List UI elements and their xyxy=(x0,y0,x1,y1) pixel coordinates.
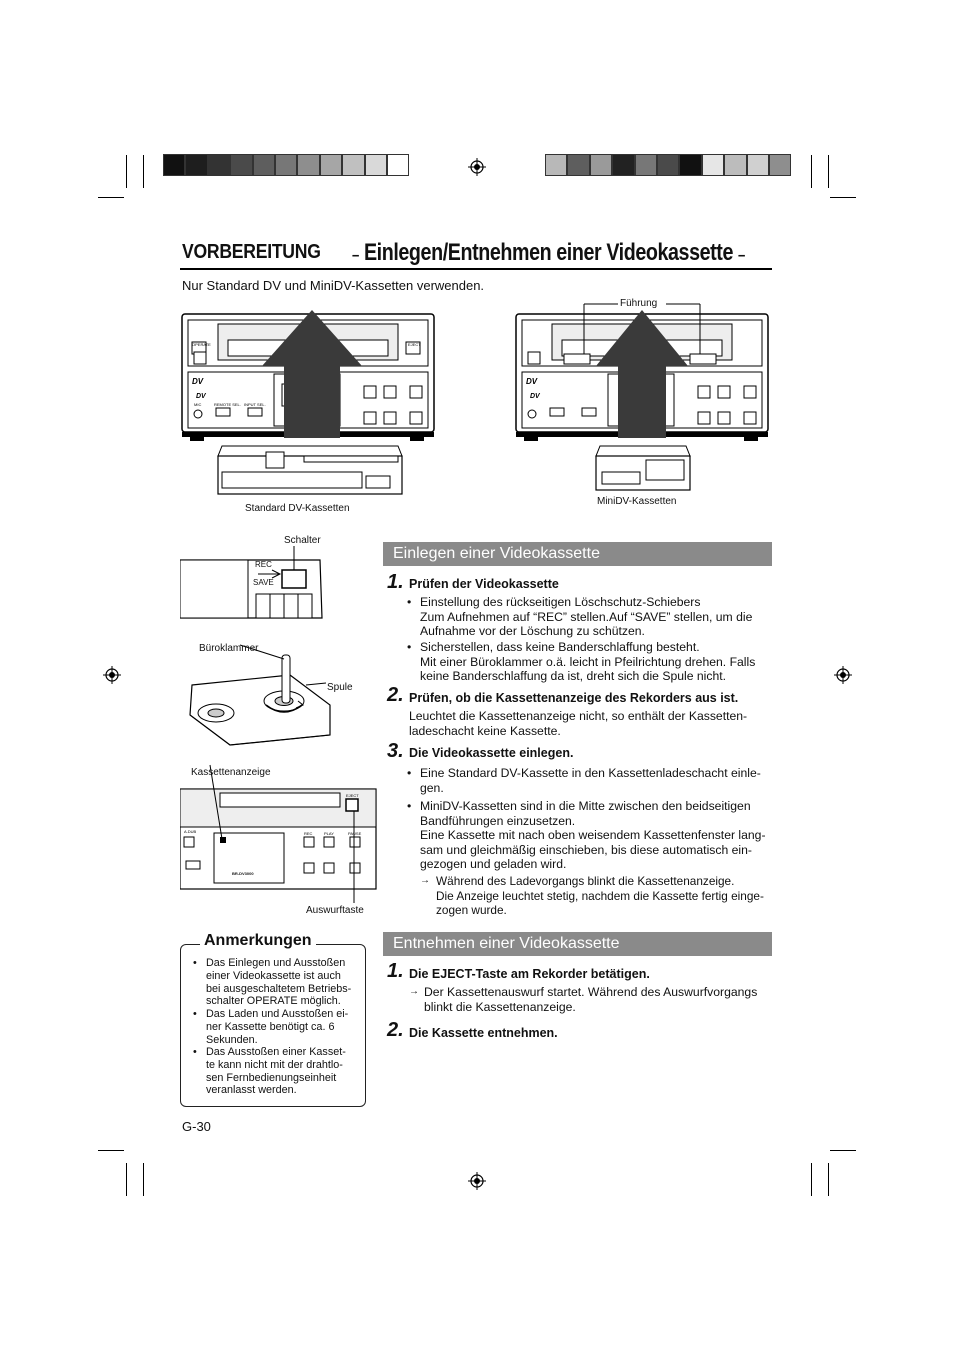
caption-eject-button: Auswurftaste xyxy=(306,905,364,916)
section-label: VORBEREITUNG xyxy=(182,241,321,263)
standard-dv-cassette xyxy=(218,446,402,494)
caption-rec: REC xyxy=(255,560,272,569)
caption-model: BR-DV3000 xyxy=(232,871,254,876)
color-swatch xyxy=(657,154,679,176)
svg-text:A.DUB: A.DUB xyxy=(184,829,197,834)
caption-switch: Schalter xyxy=(284,535,321,546)
step-number: 1. xyxy=(387,571,404,593)
step-title: Prüfen der Videokassette xyxy=(409,577,559,591)
color-swatch xyxy=(545,154,567,176)
registration-mark-icon xyxy=(103,666,121,684)
section-heading-eject: Entnehmen einer Videokassette xyxy=(383,932,772,956)
svg-text:EJECT: EJECT xyxy=(408,342,421,347)
note-item: Das Ausstoßen einer Kasset- te kann nicht mit der drahtlo- sen Fernbedienungseinheit veranlasst werden. xyxy=(206,1046,346,1097)
caption-paperclip: Büroklammer xyxy=(199,643,259,654)
color-swatch xyxy=(590,154,612,176)
step-text: Eine Standard DV-Kassette in den Kassettenladeschacht einle- gen. xyxy=(420,766,761,795)
intro-text: Nur Standard DV und MiniDV-Kassetten verwenden. xyxy=(182,278,485,293)
svg-text:EJECT: EJECT xyxy=(346,793,359,798)
arrow-icon: → xyxy=(409,986,419,997)
color-swatch xyxy=(230,154,252,176)
svg-text:DV: DV xyxy=(196,393,206,400)
page-number: G-30 xyxy=(182,1119,211,1134)
bullet: • xyxy=(407,799,412,813)
step-text: Einstellung des rückseitigen Löschschutz-Schiebers Zum Aufnehmen auf “REC” stellen.Auf “SAVE” stellen, um die Aufnahme vor der Löschung zu schützen. xyxy=(420,595,753,639)
color-swatch xyxy=(635,154,657,176)
svg-text:OPERATE: OPERATE xyxy=(192,342,211,347)
minidv-cassette xyxy=(596,446,690,490)
color-swatch xyxy=(702,154,724,176)
step-number: 2. xyxy=(387,684,404,706)
color-swatch xyxy=(769,154,791,176)
caption-reel: Spule xyxy=(327,682,353,693)
registration-mark-icon xyxy=(468,158,486,176)
caption-save: SAVE xyxy=(253,578,274,587)
cassette-detail-illustrations xyxy=(180,540,380,920)
color-swatch xyxy=(253,154,275,176)
erase-protect-switch xyxy=(180,546,322,618)
caption-mini-cassette: MiniDV-Kassetten xyxy=(597,496,677,507)
color-swatch xyxy=(297,154,319,176)
title-underline xyxy=(180,268,772,270)
arrow-icon: → xyxy=(420,875,430,886)
svg-text:PAUSE: PAUSE xyxy=(348,831,362,836)
note-item: Das Einlegen und Ausstoßen einer Videokassette ist auch bei ausgeschaltetem Betriebs- schalter OPERATE möglich. xyxy=(206,957,352,1008)
color-swatch xyxy=(163,154,185,176)
bullet: • xyxy=(193,1008,197,1020)
bullet: • xyxy=(407,766,412,780)
step-number: 1. xyxy=(387,960,404,982)
registration-mark-icon xyxy=(834,666,852,684)
front-panel-detail xyxy=(180,765,376,903)
color-swatch xyxy=(679,154,701,176)
svg-text:REC: REC xyxy=(304,831,313,836)
svg-text:DV: DV xyxy=(530,393,540,400)
color-swatch xyxy=(365,154,387,176)
step-title: Die Videokassette einlegen. xyxy=(409,746,574,760)
color-swatch xyxy=(747,154,769,176)
step-text: Leuchtet die Kassettenanzeige nicht, so enthält der Kassetten- ladeschacht keine Kassette. xyxy=(409,709,748,738)
bullet: • xyxy=(407,595,412,609)
note-item: Das Laden und Ausstoßen ei- ner Kassette benötigt ca. 6 Sekunden. xyxy=(206,1008,349,1046)
svg-text:DV: DV xyxy=(526,377,538,386)
color-swatch xyxy=(612,154,634,176)
step-number: 2. xyxy=(387,1019,404,1041)
color-swatch xyxy=(342,154,364,176)
svg-text:INPUT SEL.: INPUT SEL. xyxy=(244,402,266,407)
color-swatch xyxy=(567,154,589,176)
svg-text:PLAY: PLAY xyxy=(324,831,334,836)
step-title: Die EJECT-Taste am Rekorder betätigen. xyxy=(409,967,650,981)
color-swatch xyxy=(320,154,342,176)
svg-text:MIC: MIC xyxy=(194,402,202,407)
section-heading-insert: Einlegen einer Videokassette xyxy=(383,542,772,566)
step-text: Während des Ladevorgangs blinkt die Kassettenanzeige. Die Anzeige leuchtet stetig, nachdem die Kassette fertig einge- zogen wurde. xyxy=(436,874,764,918)
step-title: Prüfen, ob die Kassettenanzeige des Rekorders aus ist. xyxy=(409,691,739,705)
step-title: Die Kassette entnehmen. xyxy=(409,1026,558,1040)
bullet: • xyxy=(407,640,412,654)
notes-title: Anmerkungen xyxy=(200,932,316,950)
svg-text:DV: DV xyxy=(192,377,204,386)
caption-standard-cassette: Standard DV-Kassetten xyxy=(245,503,350,514)
registration-mark-icon xyxy=(468,1172,486,1190)
step-text: Der Kassettenauswurf startet. Während des Auswurfvorgangs blinkt die Kassettenanzeige. xyxy=(424,985,758,1014)
step-text: Sicherstellen, dass keine Banderschlaffung besteht. Mit einer Büroklammer o.ä. leicht in Pfeilrichtung drehen. Falls keine Banderschlaffung da ist, dreht sich die Spule nicht. xyxy=(420,640,756,684)
color-swatch xyxy=(208,154,230,176)
bullet: • xyxy=(193,957,197,969)
cassette-reel-check xyxy=(190,645,330,745)
page-header xyxy=(180,240,772,270)
page-title: – Einlegen/Entnehmen einer Videokassette – xyxy=(352,239,745,266)
step-number: 3. xyxy=(387,740,404,762)
color-swatch xyxy=(724,154,746,176)
svg-text:REMOTE SEL.: REMOTE SEL. xyxy=(214,402,241,407)
color-swatch xyxy=(275,154,297,176)
color-swatch xyxy=(387,154,409,176)
recorder-illustrations xyxy=(178,296,778,518)
caption-guide: Führung xyxy=(620,298,658,309)
caption-cassette-indicator: Kassettenanzeige xyxy=(191,767,271,778)
bullet: • xyxy=(193,1046,197,1058)
color-swatch xyxy=(185,154,207,176)
step-text: MiniDV-Kassetten sind in die Mitte zwischen den beidseitigen Bandführungen einzusetzen. Eine Kassette mit nach oben weisendem Kassettenfenster lang- sam und gleichmäßig einschieben, bis diese automatisch ein- gezogen und geladen wird. xyxy=(420,799,766,872)
